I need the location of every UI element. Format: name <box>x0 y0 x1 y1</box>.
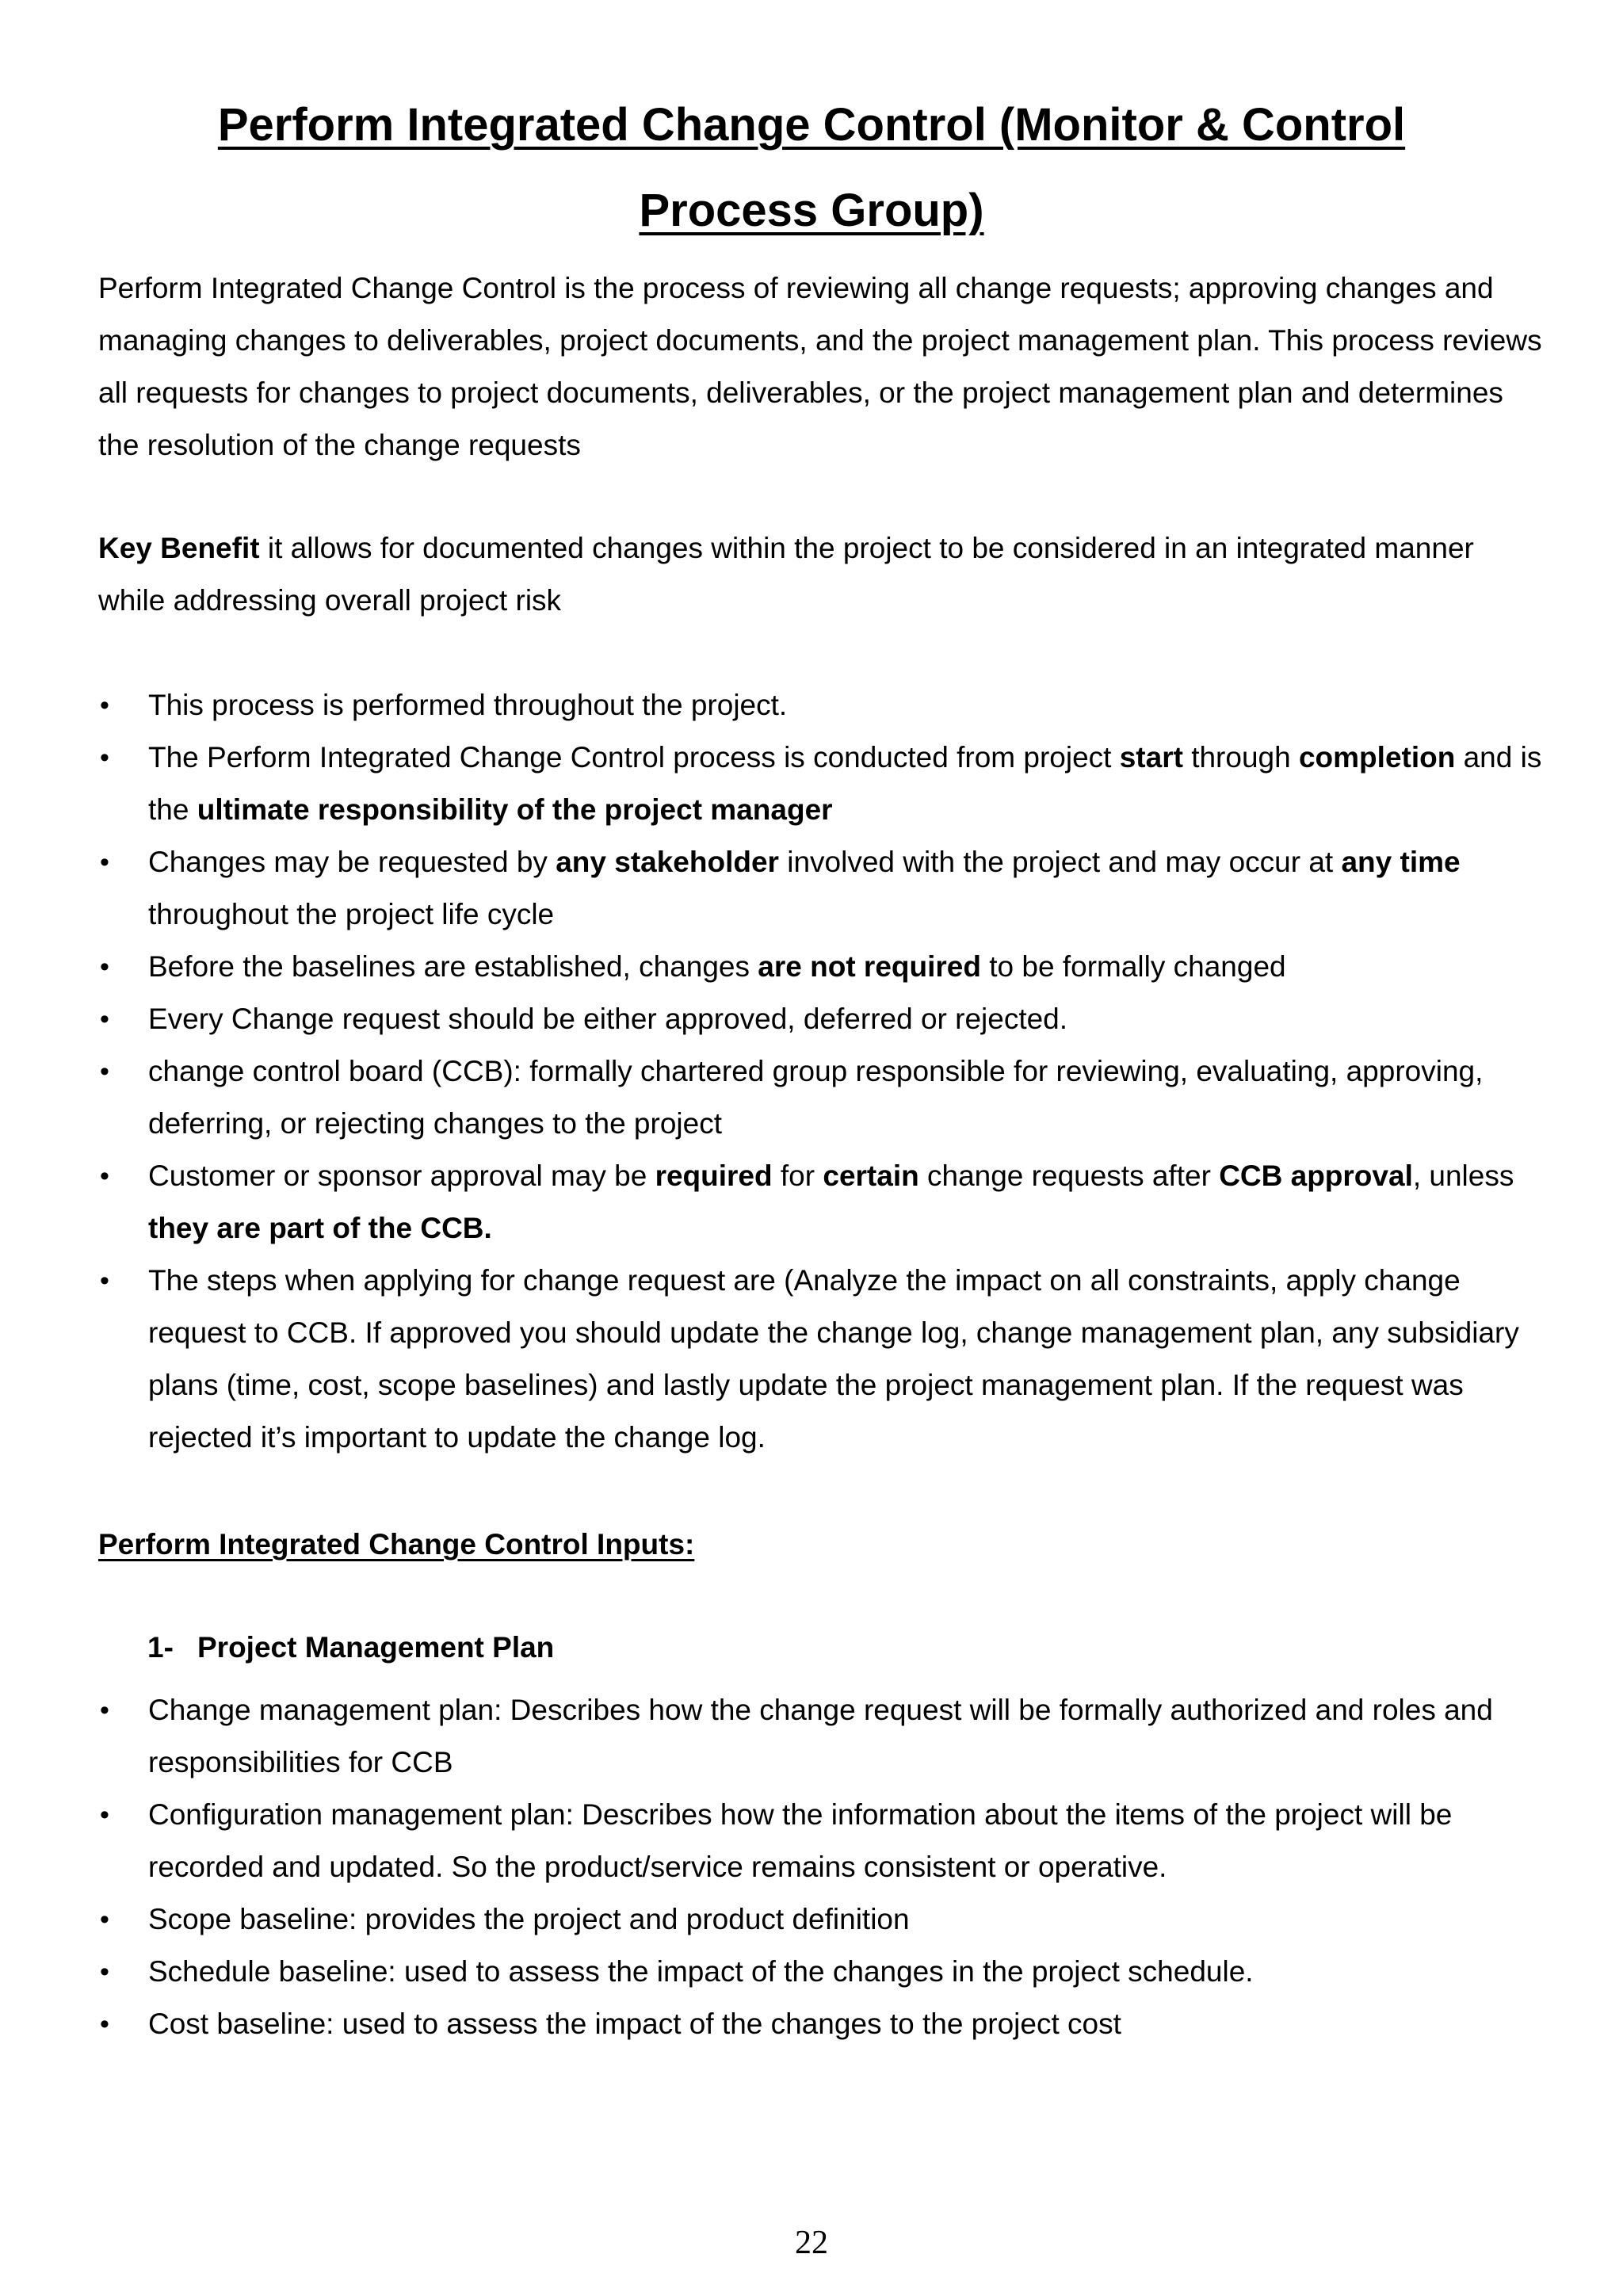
page-title-line-2: Process Group) <box>639 185 984 236</box>
project-management-plan-subheading <box>147 1631 554 1664</box>
bullet-text: through <box>1182 741 1299 774</box>
plan-bullet-item: • Configuration management plan: Describes how the information about the items of the project will be recorded and updated. So the product/service remains consistent or operative. <box>98 1789 1549 1893</box>
bullet-bold-text: are not required <box>758 950 981 983</box>
bullet-item <box>98 993 1549 1045</box>
process-bullet-list <box>98 679 1549 1464</box>
key-benefit-text: it allows for documented changes within the project to be considered in an integrated manner while addressing overall project risk <box>98 532 1474 617</box>
bullet-bold-text: CCB approval <box>1219 1159 1413 1192</box>
bullet-text: , unless <box>1412 1159 1514 1192</box>
bullet-item <box>98 679 1549 732</box>
bullet-item <box>98 836 1549 941</box>
bullet-bold-text: completion <box>1298 741 1456 774</box>
bullet-item <box>98 1255 1549 1464</box>
bullet-text: Customer or sponsor approval may be <box>148 1159 655 1192</box>
bullet-bold-text: any time <box>1341 846 1461 878</box>
bullet-item <box>98 732 1549 836</box>
plan-bullet-item: • Cost baseline: used to assess the impact of the changes to the project cost <box>98 1998 1549 2050</box>
bullet-text: The steps when applying for change request are (Analyze the impact on all constraints, apply change request to CCB. If approved you should update the change log, change management plan, any subsidiary plans (time, cost, scope baselines) and lastly update the project management plan. If the request was rejected it’s important to update the change log. <box>148 1264 1519 1454</box>
plan-bullet-item: • Change management plan: Describes how the change request will be formally authorized and roles and responsibilities for CCB <box>98 1684 1549 1789</box>
bullet-text: to be formally changed <box>980 950 1286 983</box>
plan-bullet-item: • Scope baseline: provides the project and product definition <box>98 1893 1549 1946</box>
bullet-text: involved with the project and may occur at <box>778 846 1342 878</box>
bullet-bold-text: any stakeholder <box>556 846 779 878</box>
key-benefit-label: Key Benefit <box>98 532 260 564</box>
bullet-bold-text: required <box>655 1159 773 1192</box>
plan-bullet-item: • Schedule baseline: used to assess the impact of the changes in the project schedule. <box>98 1946 1549 1998</box>
bullet-text: The Perform Integrated Change Control process is conducted from project <box>148 741 1120 774</box>
bullet-text: and is the <box>148 741 1542 826</box>
plan-bullet-list <box>98 1684 1549 2050</box>
inputs-heading: Perform Integrated Change Control Inputs: <box>98 1528 695 1561</box>
subheading-number: 1- <box>147 1631 174 1664</box>
intro-paragraph: Perform Integrated Change Control is the process of reviewing all change requests; approving changes and managing changes to deliverables, project documents, and the project management plan. This process reviews all requests for changes to project documents, deliverables, or the project management plan and determines the resolution of the change requests <box>98 272 1542 461</box>
key-benefit-paragraph <box>98 522 1549 627</box>
subheading-label: Project Management Plan <box>197 1631 555 1664</box>
bullet-bold-text: they are part of the CCB. <box>148 1212 492 1244</box>
bullet-text: This process is performed throughout the project. <box>148 689 788 721</box>
page-title-line-1: Perform Integrated Change Control (Monitor & Control <box>217 99 1406 151</box>
bullet-text: Changes may be requested by <box>148 846 556 878</box>
bullet-item <box>98 941 1549 993</box>
bullet-item <box>98 1045 1549 1150</box>
bullet-bold-text: ultimate responsibility of the project manager <box>197 793 833 826</box>
bullet-text: Before the baselines are established, changes <box>148 950 758 983</box>
bullet-text: for <box>772 1159 823 1192</box>
bullet-text: throughout the project life cycle <box>148 898 555 930</box>
bullet-bold-text: start <box>1119 741 1183 774</box>
page-number: 22 <box>795 2225 828 2261</box>
bullet-bold-text: certain <box>823 1159 919 1192</box>
bullet-text: Every Change request should be either approved, deferred or rejected. <box>148 1003 1068 1035</box>
bullet-text: change control board (CCB): formally chartered group responsible for reviewing, evaluating, approving, deferring, or rejecting changes to the project <box>148 1055 1484 1140</box>
bullet-item <box>98 1150 1549 1255</box>
bullet-text: change requests after <box>918 1159 1220 1192</box>
